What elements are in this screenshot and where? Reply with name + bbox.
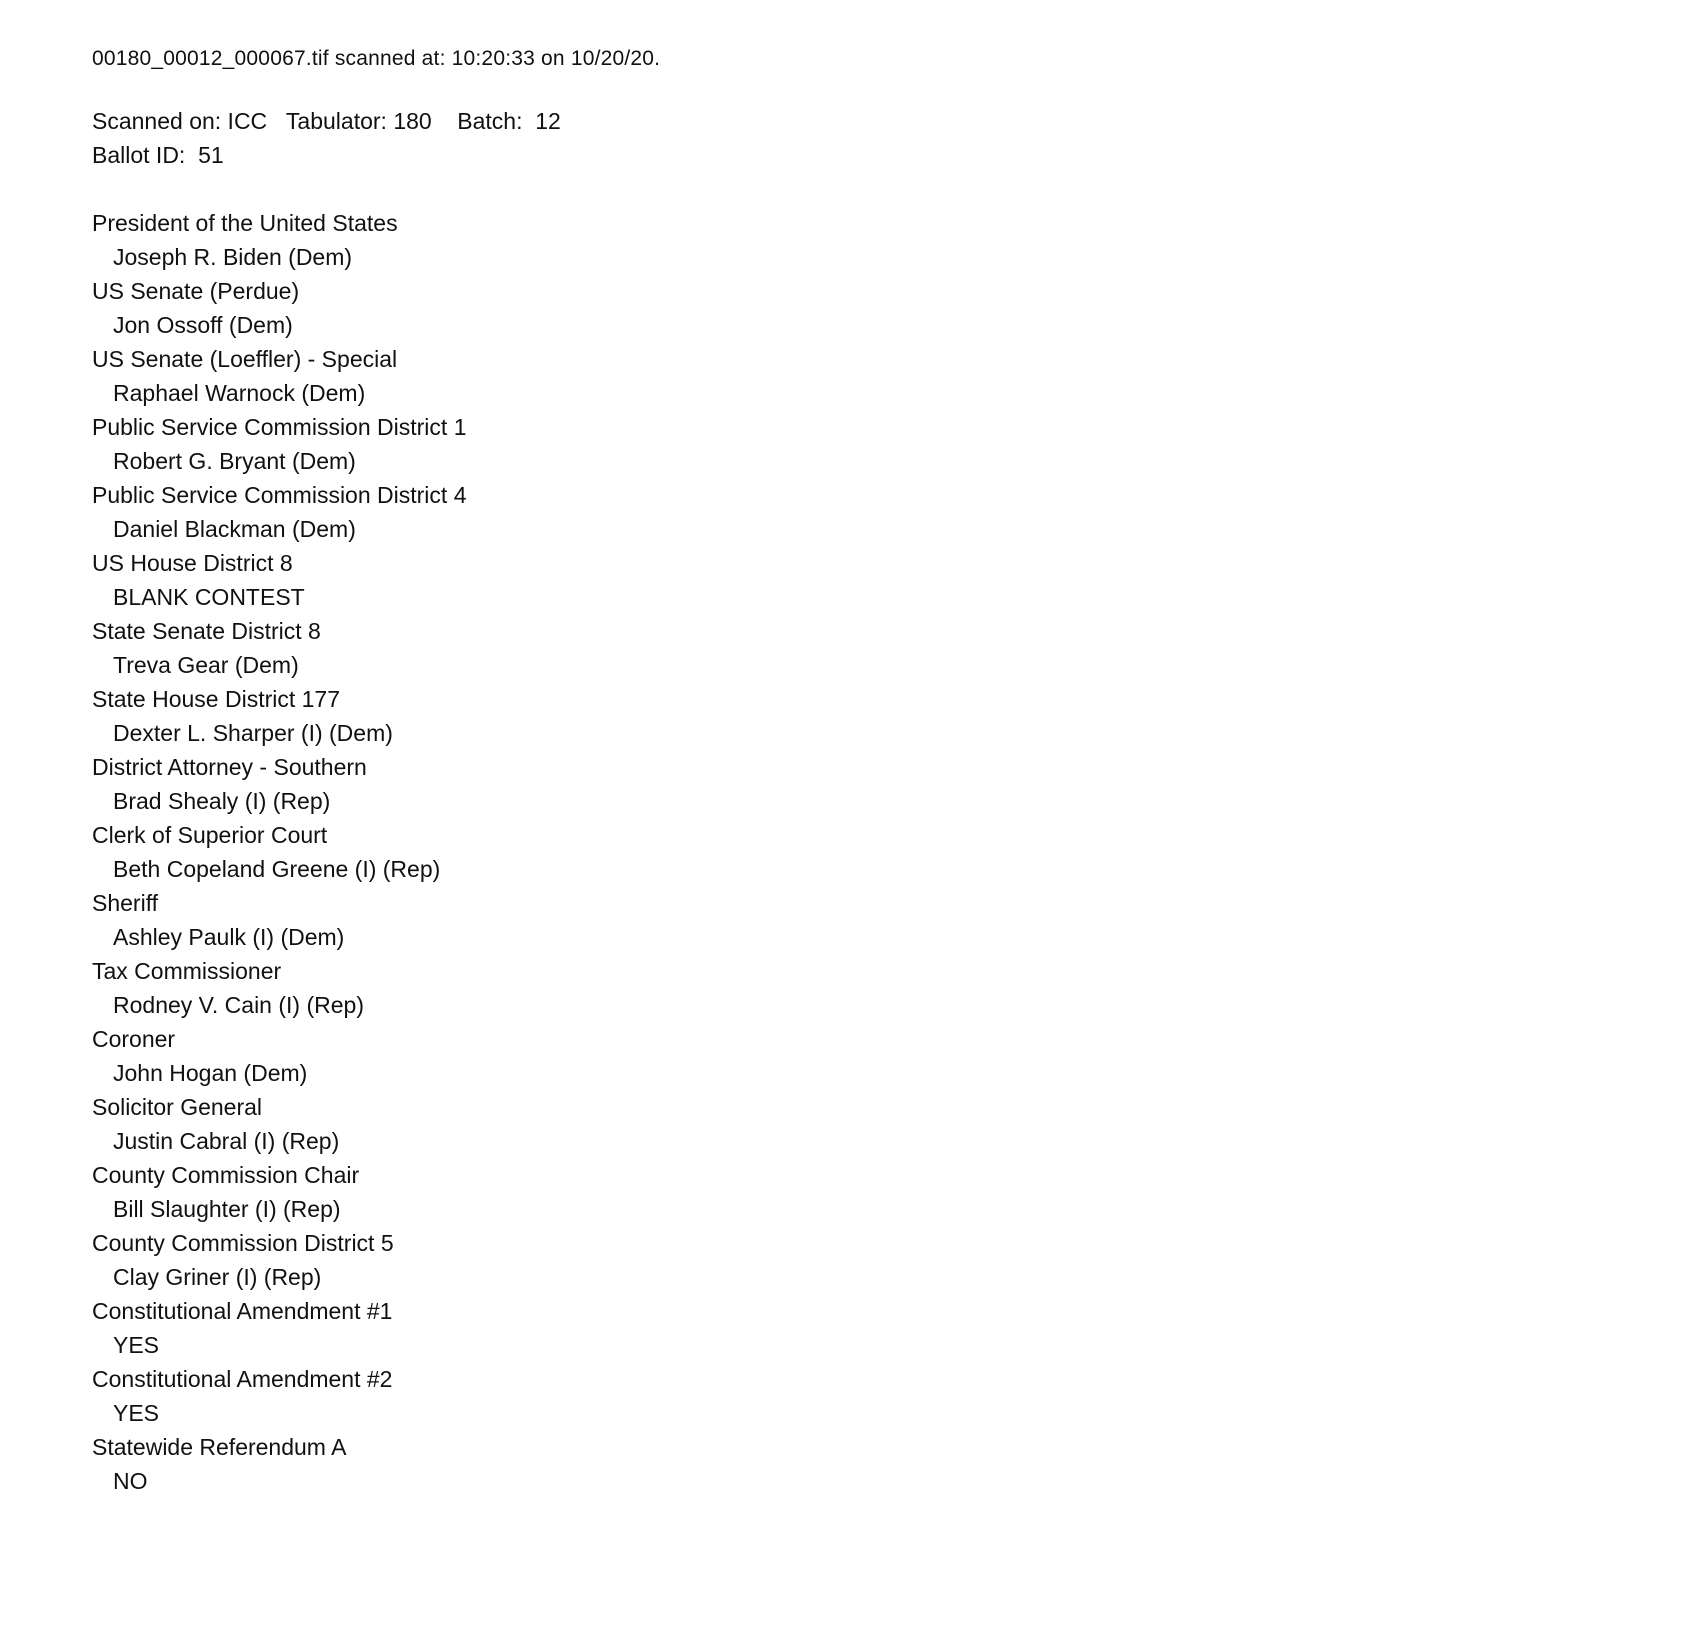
contest-office: Public Service Commission District 1 [92, 414, 467, 440]
contest-selection: Bill Slaughter (I) (Rep) [113, 1196, 341, 1222]
contest-entry [92, 206, 1647, 274]
contest-selection: John Hogan (Dem) [113, 1060, 308, 1086]
contest-entry [92, 1022, 1647, 1090]
contest-selection: YES [113, 1400, 160, 1426]
contest-selection: Jon Ossoff (Dem) [113, 312, 293, 338]
scan-info-line: Scanned on: ICC Tabulator: 180 Batch: 12 [92, 108, 561, 134]
contest-entry [92, 274, 1647, 342]
contest-list [92, 206, 1647, 1498]
contest-selection: NO [113, 1468, 148, 1494]
contest-office: Constitutional Amendment #2 [92, 1366, 393, 1392]
contest-selection: Treva Gear (Dem) [113, 652, 299, 678]
contest-office: County Commission District 5 [92, 1230, 394, 1256]
contest-entry [92, 1090, 1647, 1158]
contest-office: Tax Commissioner [92, 958, 282, 984]
contest-entry [92, 410, 1647, 478]
ballot-id-line: Ballot ID: 51 [92, 142, 224, 168]
contest-entry [92, 546, 1647, 614]
contest-entry [92, 1362, 1647, 1430]
contest-entry [92, 682, 1647, 750]
contest-office: Solicitor General [92, 1094, 263, 1120]
contest-selection: Dexter L. Sharper (I) (Dem) [113, 720, 393, 746]
contest-entry [92, 750, 1647, 818]
contest-entry [92, 478, 1647, 546]
contest-entry [92, 1226, 1647, 1294]
scan-filename-line: 00180_00012_000067.tif scanned at: 10:20:33 on 10/20/20. [92, 47, 661, 70]
contest-office: State Senate District 8 [92, 618, 321, 644]
contest-selection: Raphael Warnock (Dem) [113, 380, 366, 406]
contest-office: President of the United States [92, 210, 398, 236]
contest-selection: Robert G. Bryant (Dem) [113, 448, 356, 474]
contest-office: District Attorney - Southern [92, 754, 367, 780]
contest-selection: Justin Cabral (I) (Rep) [113, 1128, 340, 1154]
contest-entry [92, 1430, 1647, 1498]
contest-office: US House District 8 [92, 550, 293, 576]
contest-selection: Brad Shealy (I) (Rep) [113, 788, 331, 814]
contest-office: Statewide Referendum A [92, 1434, 347, 1460]
contest-selection: Beth Copeland Greene (I) (Rep) [113, 856, 441, 882]
contest-selection: YES [113, 1332, 160, 1358]
contest-selection: Clay Griner (I) (Rep) [113, 1264, 322, 1290]
contest-entry [92, 342, 1647, 410]
contest-office: Public Service Commission District 4 [92, 482, 467, 508]
contest-office: Coroner [92, 1026, 176, 1052]
contest-entry [92, 818, 1647, 886]
contest-entry [92, 886, 1647, 954]
contest-office: US Senate (Loeffler) - Special [92, 346, 398, 372]
contest-selection: Ashley Paulk (I) (Dem) [113, 924, 345, 950]
contest-selection: BLANK CONTEST [113, 584, 305, 610]
contest-selection: Joseph R. Biden (Dem) [113, 244, 353, 270]
contest-entry [92, 1294, 1647, 1362]
contest-office: Sheriff [92, 890, 159, 916]
contest-office: County Commission Chair [92, 1162, 360, 1188]
contest-office: Constitutional Amendment #1 [92, 1298, 393, 1324]
contest-entry [92, 1158, 1647, 1226]
contest-entry [92, 954, 1647, 1022]
contest-entry [92, 614, 1647, 682]
contest-office: US Senate (Perdue) [92, 278, 300, 304]
contest-office: State House District 177 [92, 686, 341, 712]
scan-metadata [92, 104, 1647, 172]
contest-selection: Rodney V. Cain (I) (Rep) [113, 992, 364, 1018]
contest-office: Clerk of Superior Court [92, 822, 328, 848]
contest-selection: Daniel Blackman (Dem) [113, 516, 356, 542]
